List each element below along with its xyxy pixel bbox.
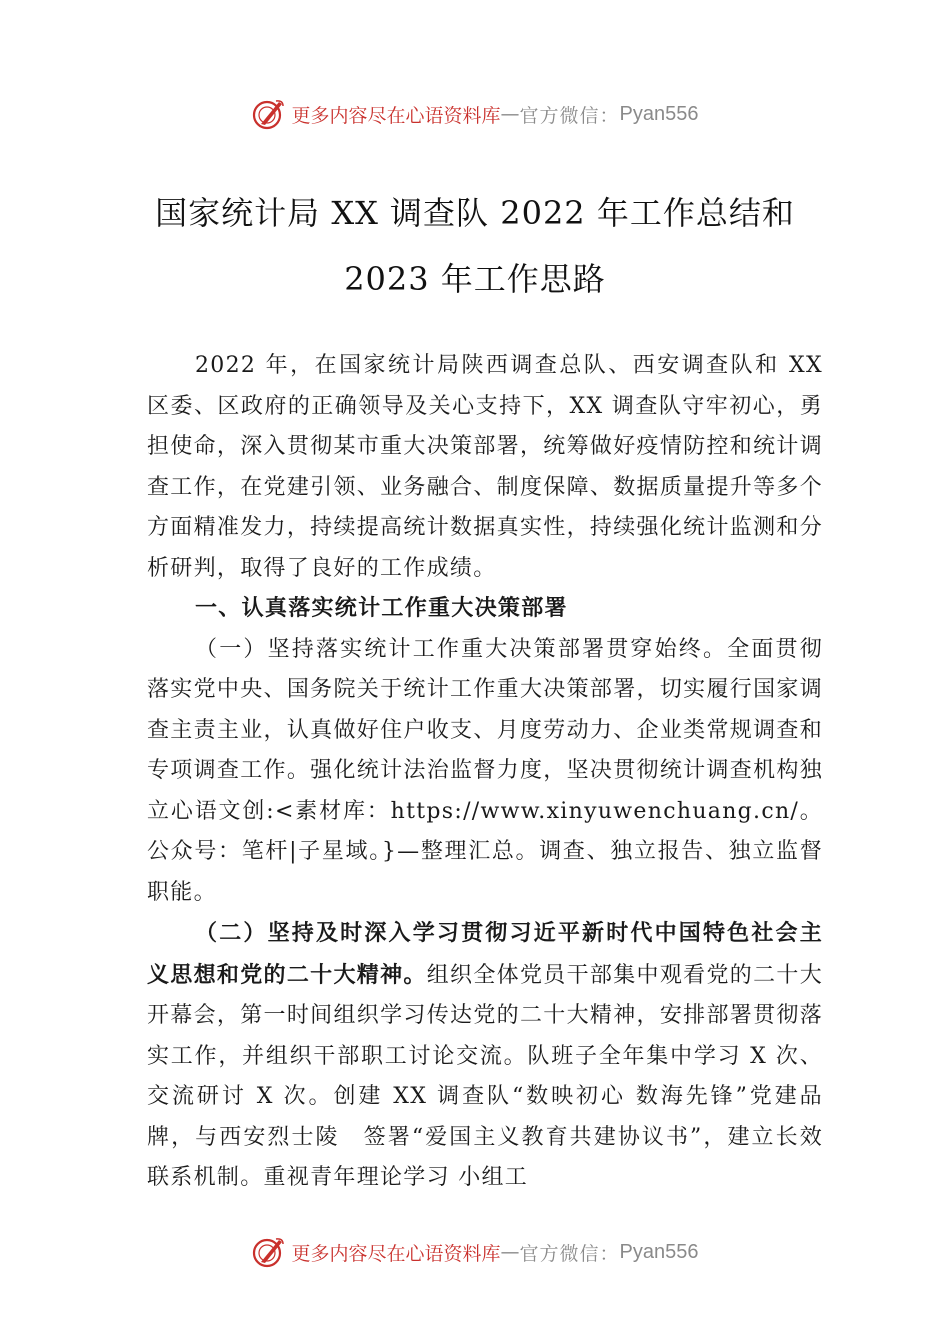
- footer-banner: [0, 1232, 950, 1272]
- quill-logo-icon: [252, 97, 286, 131]
- banner-dash: —: [500, 103, 520, 125]
- paragraph-2-lead: （二）坚持及时深入学习贯彻习近平新时代中国特色社会主义思想和党的二十大精神。: [147, 920, 823, 988]
- banner-dash: —: [500, 1241, 520, 1263]
- document-title-line-1: 国家统计局 XX 调查队 2022 年工作总结和: [155, 194, 795, 232]
- section-heading-1: 一、认真落实统计工作重大决策部署: [195, 596, 568, 621]
- header-banner: [0, 94, 950, 134]
- banner-library-text: 更多内容尽在心语资料库: [291, 1242, 501, 1265]
- banner-wechat-label: 官方微信：: [519, 1242, 620, 1265]
- paragraph-1: （一）坚持落实统计工作重大决策部署贯穿始终。全面贯彻落实党中央、国务院关于统计工作重大决策部署，切实履行国家调查主责主业，认真做好住户收支、月度劳动力、企业类常规调查和专项调查工作。强化统计法治监督力度，坚决贯彻统计调查机构独立心语文创:<素材库：https://www.xinyuwenchuang.cn/。公众号：笔杆|子星域。}—整理汇总。调查、独立报告、独立监督职能。: [147, 636, 823, 905]
- banner-wechat-id: Pyan556: [619, 102, 699, 125]
- banner-library-text: 更多内容尽在心语资料库: [291, 104, 501, 127]
- intro-paragraph: 2022 年，在国家统计局陕西调查总队、西安调查队和 XX 区委、区政府的正确领导及关心支持下，XX 调查队守牢初心，勇担使命，深入贯彻某市重大决策部署，统筹做好疫情防控和统计调查工作，在党建引领、业务融合、制度保障、数据质量提升等多个方面精准发力，持续提高统计数据真实性，持续强化统计监测和分析研判，取得了良好的工作成绩。: [147, 353, 823, 581]
- paragraph-2-rest: 组织全体党员干部集中观看党的二十大开幕会，第一时间组织学习传达党的二十大精神，安排部署贯彻落实工作，并组织干部职工讨论交流。队班子全年集中学习 X 次、交流研讨 X 次。创建 XX 调查队“数映初心 数海先锋”党建品牌，与西安烈士陵 签署“爱国主义教育共建协议书”，建立长效联系机制。重视青年理论学习 小组工: [147, 962, 823, 1190]
- document-body: [147, 346, 823, 1199]
- banner-wechat-label: 官方微信：: [519, 104, 620, 127]
- banner-wechat-id: Pyan556: [619, 1240, 699, 1263]
- quill-logo-icon: [252, 1235, 286, 1269]
- paragraph-2: [147, 913, 823, 1199]
- document-title-line-2: 2023 年工作思路: [344, 260, 606, 298]
